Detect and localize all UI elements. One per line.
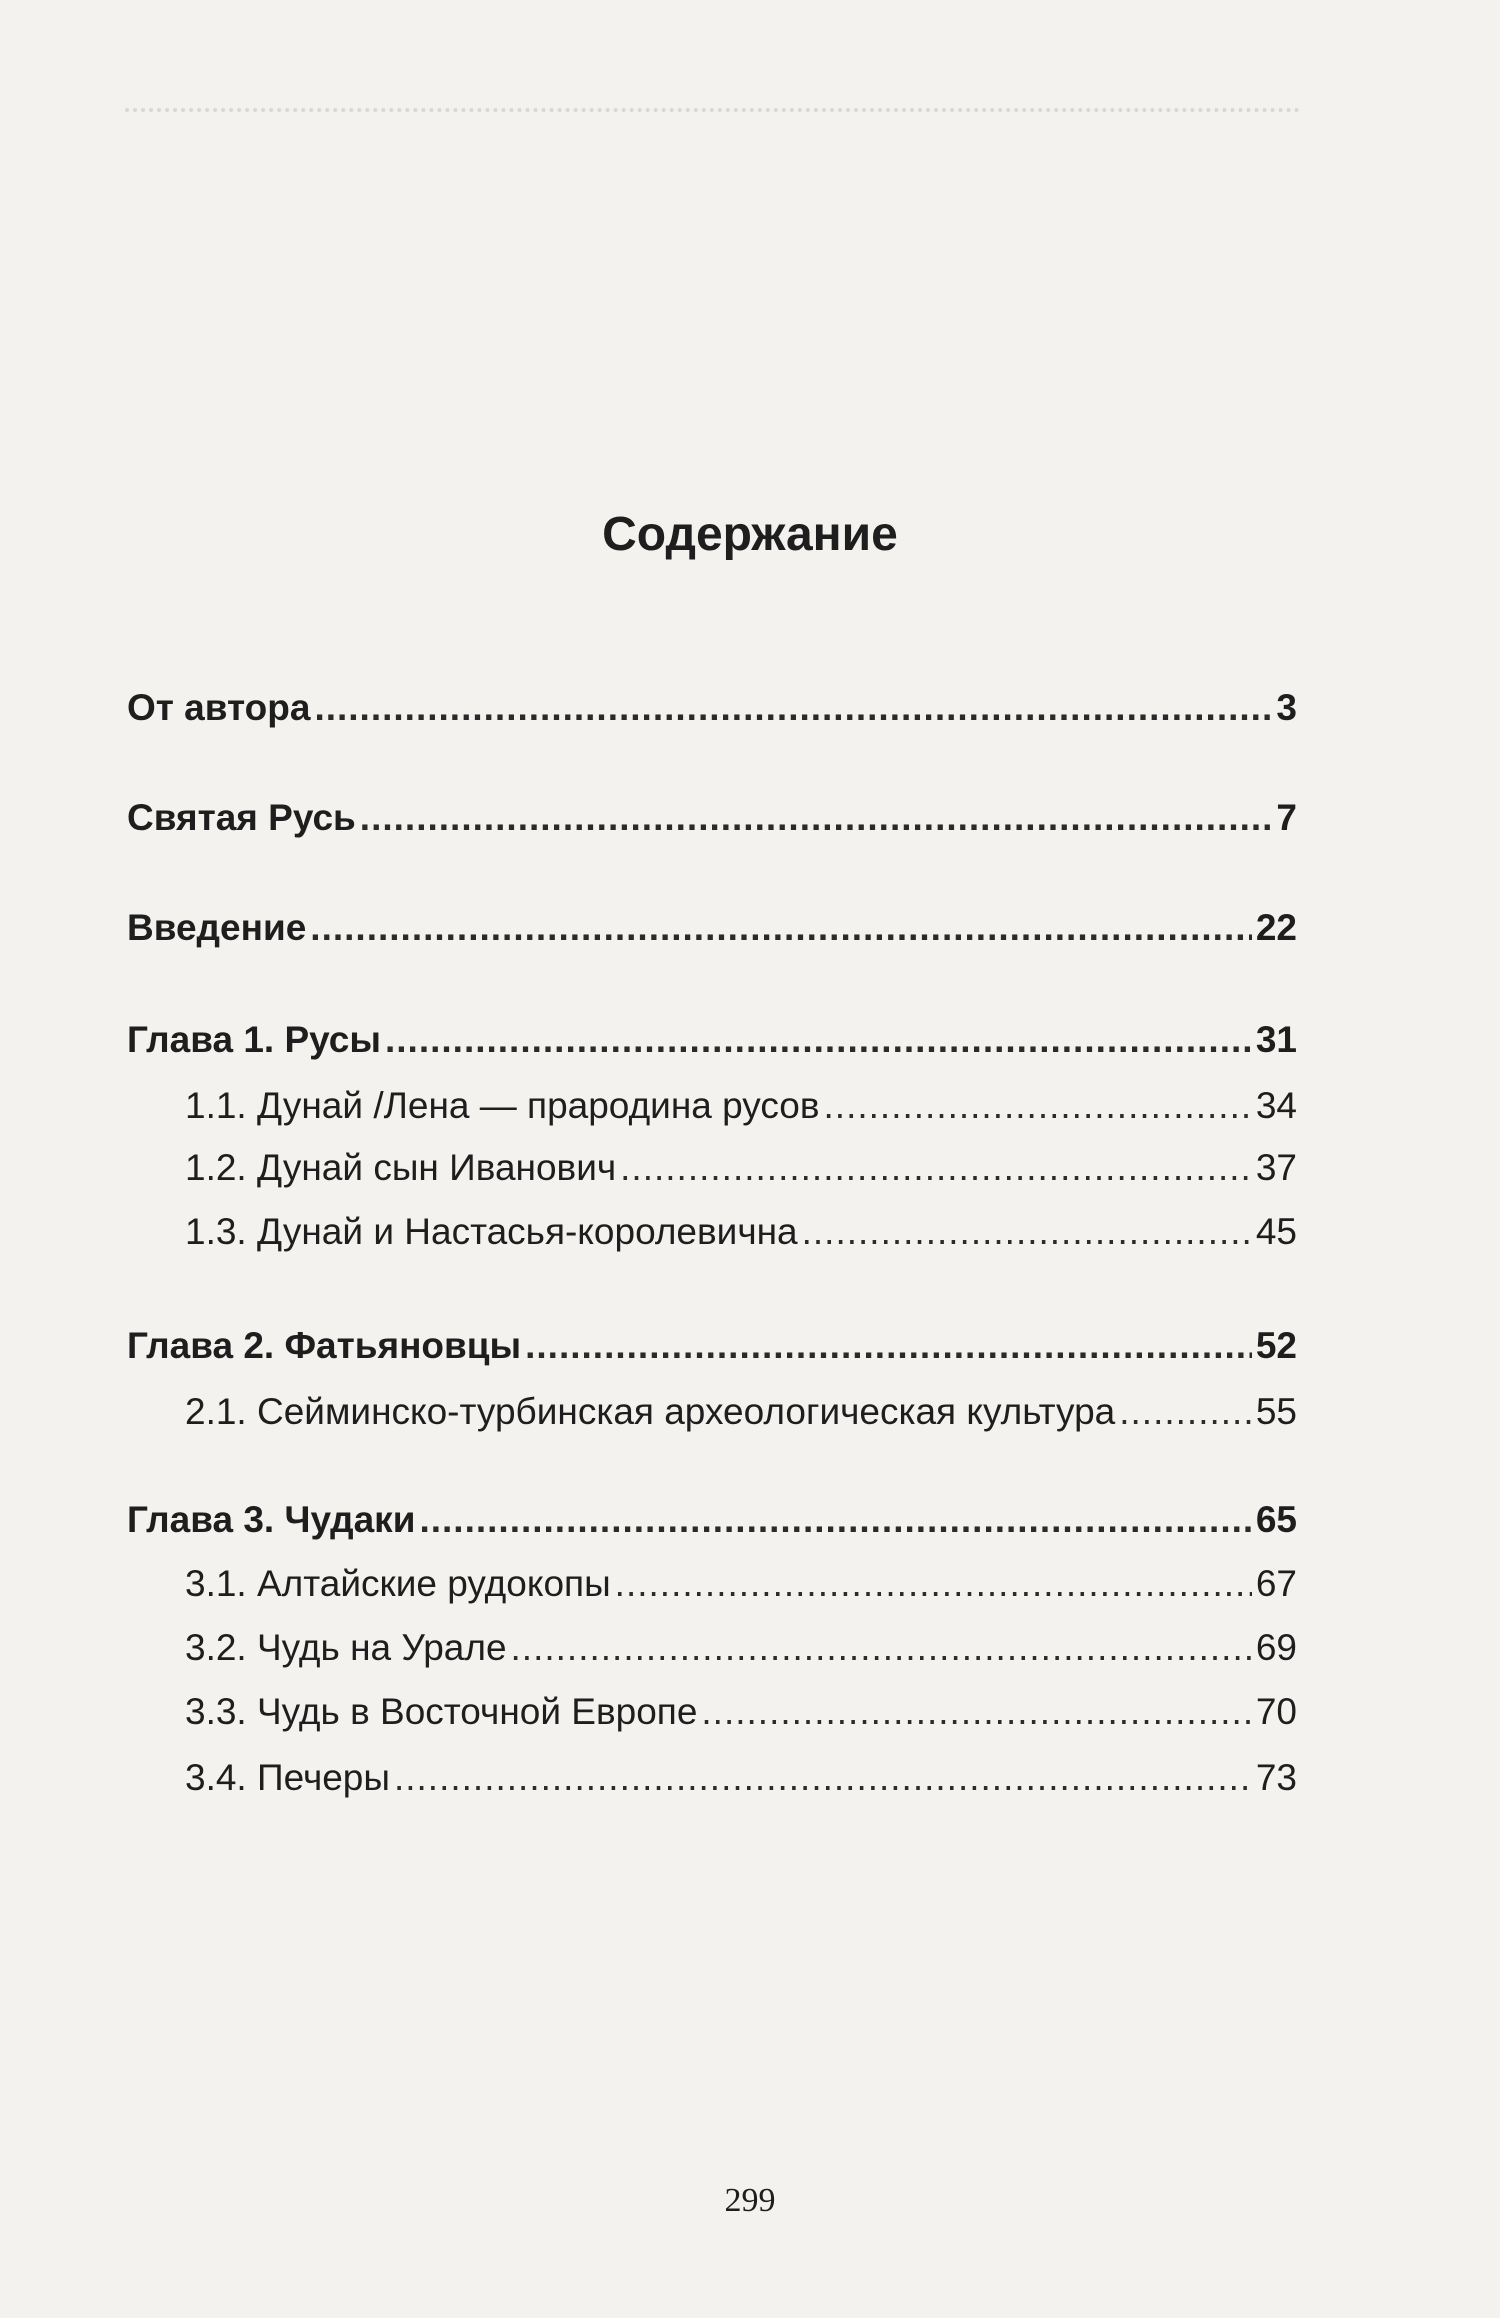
toc-entry-page: 70 [1255, 1691, 1297, 1732]
toc-entry-title: 1.2. Дунай сын Иванович [185, 1147, 617, 1188]
page-number: 299 [724, 2182, 776, 2219]
toc-entry[interactable] [185, 1684, 1297, 1740]
toc-entry[interactable] [127, 1012, 1297, 1068]
toc-entry[interactable] [185, 1204, 1297, 1260]
toc-entry-title: 2.1. Сейминско-турбинская археологическая культура [185, 1391, 1116, 1432]
dot-leader [701, 1684, 1251, 1740]
toc-heading: Содержание [602, 508, 898, 561]
toc-entry-page: 52 [1255, 1325, 1297, 1366]
toc-entry-page: 22 [1255, 907, 1297, 948]
toc-entry[interactable] [185, 1384, 1297, 1440]
toc-entry-title: 1.3. Дунай и Настасья-королевична [185, 1211, 798, 1252]
dot-leader [360, 790, 1273, 846]
toc-entry-title: 3.2. Чудь на Урале [185, 1627, 507, 1668]
toc-entry-page: 7 [1276, 797, 1297, 838]
toc-entry-title: Глава 2. Фатьяновцы [127, 1325, 522, 1366]
toc-entry-title: Глава 1. Русы [127, 1019, 381, 1060]
dot-leader [525, 1318, 1252, 1374]
toc-entry-title: От автора [127, 687, 311, 728]
dot-leader [620, 1140, 1252, 1196]
dot-leader [314, 680, 1272, 736]
toc-entry-title: 3.3. Чудь в Восточной Европе [185, 1691, 698, 1732]
toc-entry[interactable] [185, 1620, 1297, 1676]
dot-leader [1119, 1384, 1252, 1440]
toc-entry-page: 37 [1255, 1147, 1297, 1188]
toc-entry-page: 31 [1255, 1019, 1297, 1060]
toc-entry[interactable] [127, 1492, 1297, 1548]
toc-entry-page: 3 [1276, 687, 1297, 728]
toc-entry-title: 1.1. Дунай /Лена — прародина русов [185, 1085, 820, 1126]
toc-entry-title: Введение [127, 907, 307, 948]
toc-entry-page: 45 [1255, 1211, 1297, 1252]
toc-entry-title: 3.1. Алтайские рудокопы [185, 1563, 611, 1604]
toc-entry[interactable] [185, 1556, 1297, 1612]
toc-entry-page: 65 [1255, 1499, 1297, 1540]
toc-entry[interactable] [127, 1318, 1297, 1374]
dot-leader [310, 900, 1252, 956]
dot-leader [419, 1492, 1251, 1548]
toc-entry[interactable] [127, 790, 1297, 846]
toc-entry-title: Глава 3. Чудаки [127, 1499, 416, 1540]
toc-entry-title: Святая Русь [127, 797, 356, 838]
toc-entry[interactable] [185, 1078, 1297, 1134]
toc-entry-page: 34 [1255, 1085, 1297, 1126]
toc-entry[interactable] [185, 1140, 1297, 1196]
dot-leader [394, 1750, 1252, 1806]
toc-entry-title: 3.4. Печеры [185, 1757, 390, 1798]
toc-entry-page: 67 [1255, 1563, 1297, 1604]
dot-leader [802, 1204, 1252, 1260]
toc-entry[interactable] [127, 900, 1297, 956]
dot-leader [511, 1620, 1252, 1676]
dot-leader [615, 1556, 1252, 1612]
toc-entry[interactable] [127, 680, 1297, 736]
toc-entry[interactable] [185, 1750, 1297, 1806]
toc-entry-page: 69 [1255, 1627, 1297, 1668]
dot-leader [824, 1078, 1252, 1134]
dot-leader [385, 1012, 1252, 1068]
toc-entry-page: 73 [1255, 1757, 1297, 1798]
top-decorative-rule [125, 108, 1300, 112]
toc-entry-page: 55 [1255, 1391, 1297, 1432]
